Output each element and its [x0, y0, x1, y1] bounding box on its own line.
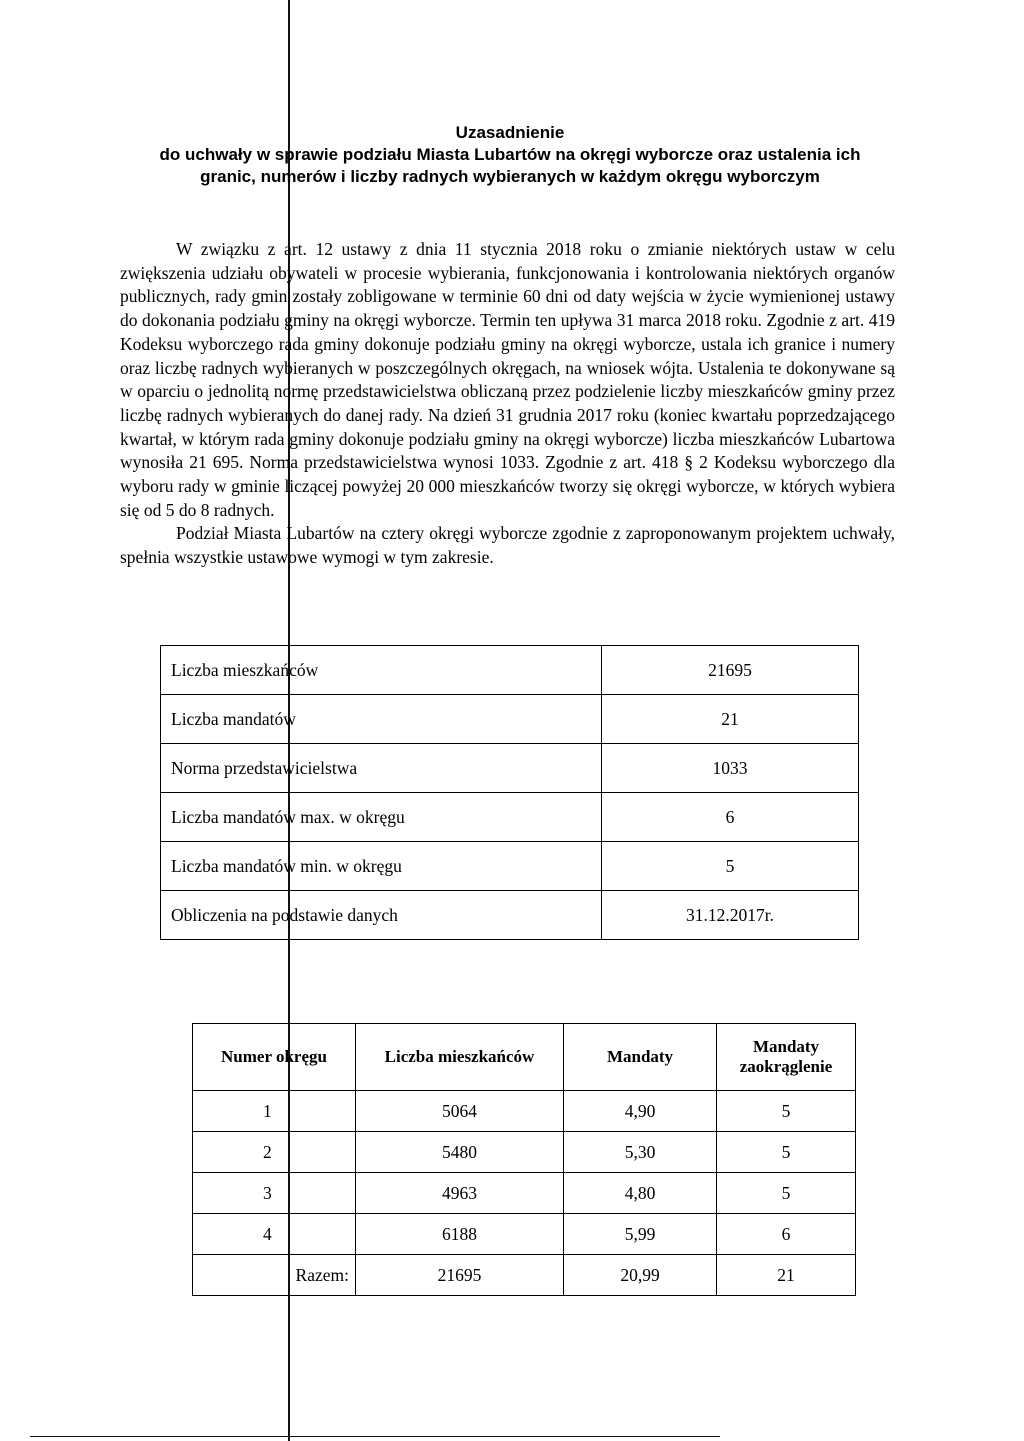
total-mandates: 20,99	[564, 1255, 717, 1296]
paragraph: Podział Miasta Lubartów na cztery okręgi wyborcze zgodnie z zaproponowanym projektem uchwały, spełnia wszystkie ustawowe wymogi w tym zakresie.	[120, 523, 895, 568]
table-total-row	[193, 1255, 856, 1296]
district-population: 5064	[356, 1091, 564, 1132]
total-mandates-rounded: 21	[717, 1255, 856, 1296]
table-header-row	[193, 1024, 856, 1091]
table-row	[161, 793, 859, 842]
summary-label: Liczba mandatów	[161, 695, 602, 744]
summary-value: 1033	[602, 744, 859, 793]
summary-value: 6	[602, 793, 859, 842]
district-number: 1	[193, 1091, 356, 1132]
header-mandates-rounded: Mandaty zaokrąglenie	[717, 1024, 856, 1091]
table-row	[161, 646, 859, 695]
district-table	[192, 1023, 856, 1296]
scan-bottom-line	[30, 1436, 720, 1437]
header-district-number: Numer okręgu	[193, 1024, 356, 1091]
district-population: 4963	[356, 1173, 564, 1214]
table-row	[193, 1132, 856, 1173]
summary-label: Obliczenia na podstawie danych	[161, 891, 602, 940]
district-population: 5480	[356, 1132, 564, 1173]
summary-label: Liczba mandatów max. w okręgu	[161, 793, 602, 842]
district-population: 6188	[356, 1214, 564, 1255]
summary-label: Liczba mieszkańców	[161, 646, 602, 695]
summary-label: Norma przedstawicielstwa	[161, 744, 602, 793]
district-mandates: 4,80	[564, 1173, 717, 1214]
district-number: 4	[193, 1214, 356, 1255]
heading-subtitle-line1: do uchwały w sprawie podziału Miasta Lubartów na okręgi wyborcze oraz ustalenia ich	[159, 145, 861, 164]
header-mandates: Mandaty	[564, 1024, 717, 1091]
heading-title: Uzasadnienie	[455, 123, 565, 142]
paragraph: W związku z art. 12 ustawy z dnia 11 stycznia 2018 roku o zmianie niektórych ustaw w celu zwiększenia udziału obywateli w procesie wybierania, funkcjonowania i kontrolowania niektórych organów publicznych, rady gmin zostały zobligowane w terminie 60 dni od daty wejścia w życie wymienionej ustawy do dokonania podziału gminy na okręgi wyborcze. Termin ten upływa 31 marca 2018 roku. Zgodnie z art. 419 Kodeksu wyborczego rada gminy dokonuje podziału gminy na okręgi wyborcze, ustala ich granice i numery oraz liczbę radnych wybieranych w poszczególnych okręgach, na wniosek wójta. Ustalenia te dokonywane są w oparciu o jednolitą normę przedstawicielstwa obliczaną przez podzielenie liczby mieszkańców gminy przez liczbę radnych wybieranych do danej rady. Na dzień 31 grudnia 2017 roku (koniec kwartału poprzedzającego kwartał, w którym rada gminy dokonuje podziału gminy na okręgi wyborcze) liczba mieszkańców Lubartowa wynosiła 21 695. Norma przedstawicielstwa wynosi 1033. Zgodnie z art. 418 § 2 Kodeksu wyborczego dla wyboru rady w gminie liczącej powyżej 20 000 mieszkańców tworzy się okręgi wyborcze, w których wybiera się od 5 do 8 radnych.	[120, 239, 895, 520]
summary-value: 31.12.2017r.	[602, 891, 859, 940]
district-mandates: 5,30	[564, 1132, 717, 1173]
district-mandates-rounded: 5	[717, 1173, 856, 1214]
table-row	[193, 1173, 856, 1214]
table-row	[161, 695, 859, 744]
summary-value: 21695	[602, 646, 859, 695]
district-mandates-rounded: 6	[717, 1214, 856, 1255]
header-population: Liczba mieszkańców	[356, 1024, 564, 1091]
district-mandates: 4,90	[564, 1091, 717, 1132]
summary-table	[160, 645, 859, 940]
district-mandates-rounded: 5	[717, 1091, 856, 1132]
summary-value: 21	[602, 695, 859, 744]
table-row	[161, 891, 859, 940]
district-mandates-rounded: 5	[717, 1132, 856, 1173]
total-population: 21695	[356, 1255, 564, 1296]
document-heading	[100, 122, 920, 188]
table-row	[161, 744, 859, 793]
heading-subtitle-line2: granic, numerów i liczby radnych wybieranych w każdym okręgu wyborczym	[200, 167, 820, 186]
total-label: Razem:	[193, 1255, 356, 1296]
district-number: 3	[193, 1173, 356, 1214]
table-row	[193, 1214, 856, 1255]
justification-body	[120, 238, 895, 570]
summary-value: 5	[602, 842, 859, 891]
table-row	[161, 842, 859, 891]
district-number: 2	[193, 1132, 356, 1173]
summary-label: Liczba mandatów min. w okręgu	[161, 842, 602, 891]
table-row	[193, 1091, 856, 1132]
district-mandates: 5,99	[564, 1214, 717, 1255]
